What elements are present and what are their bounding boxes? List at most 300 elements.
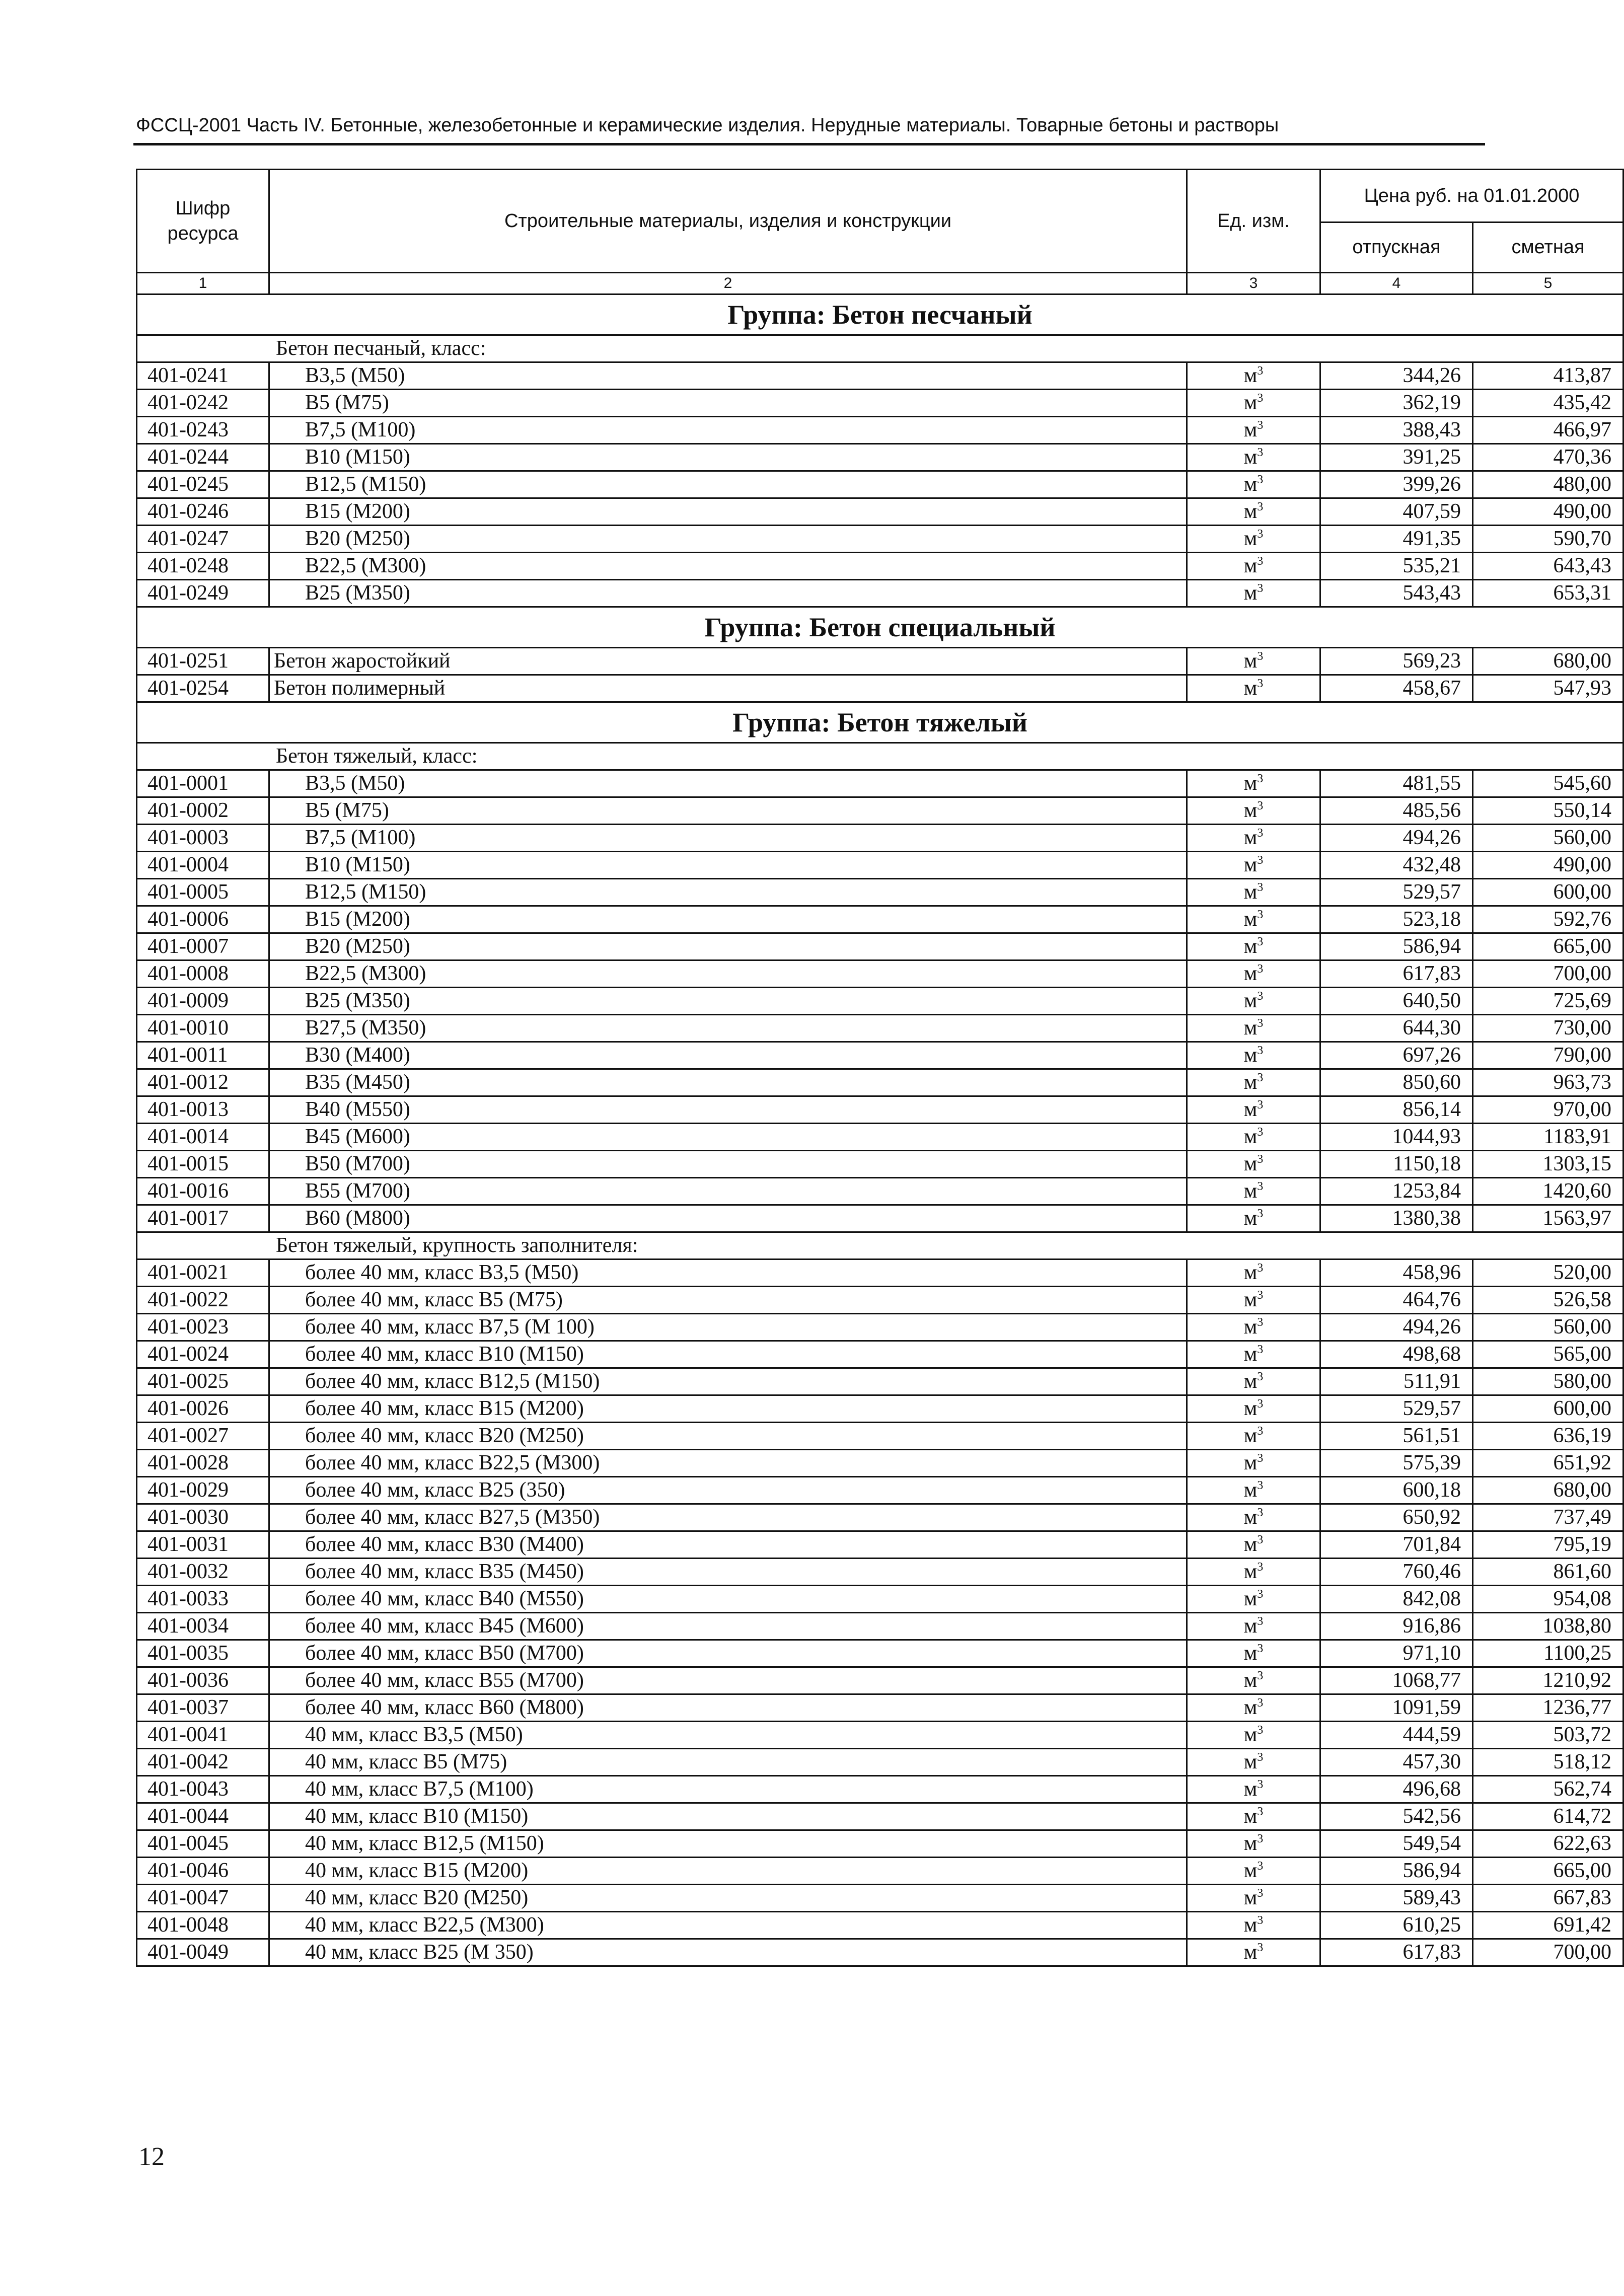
unit-cell: [1187, 1260, 1320, 1287]
unit-superscript: 3: [1257, 650, 1264, 663]
table-row: [137, 362, 1623, 390]
material-name: более 40 мм, класс B35 (M450): [269, 1559, 1187, 1586]
unit-superscript: 3: [1257, 473, 1264, 486]
estimate-price: 466,97: [1473, 417, 1623, 444]
table-row: [137, 1640, 1623, 1667]
unit-superscript: 3: [1257, 1425, 1264, 1438]
unit-base: м: [1243, 1642, 1258, 1665]
unit-cell: [1187, 1395, 1320, 1423]
unit-superscript: 3: [1257, 827, 1264, 840]
estimate-price: 547,93: [1473, 675, 1623, 702]
estimate-price: 413,87: [1473, 362, 1623, 390]
estimate-price: 636,19: [1473, 1423, 1623, 1450]
material-name: B15 (M200): [269, 906, 1187, 933]
estimate-price: 667,83: [1473, 1885, 1623, 1912]
unit-cell: [1187, 1314, 1320, 1341]
table-row: [137, 1531, 1623, 1559]
table-row: [137, 1722, 1623, 1749]
table-row: [137, 825, 1623, 852]
table-row: [137, 1124, 1623, 1151]
unit-cell: [1187, 1586, 1320, 1613]
table-row: [137, 553, 1623, 580]
release-price: 464,76: [1320, 1287, 1473, 1314]
unit-base: м: [1243, 935, 1258, 958]
table-row: [137, 1939, 1623, 1966]
resource-code: 401-0247: [137, 526, 269, 553]
unit-superscript: 3: [1257, 1452, 1264, 1465]
estimate-price: 1236,77: [1473, 1694, 1623, 1722]
release-price: 650,92: [1320, 1504, 1473, 1531]
header-rule: [133, 143, 1485, 145]
unit-cell: [1187, 1640, 1320, 1667]
release-price: 529,57: [1320, 879, 1473, 906]
unit-superscript: 3: [1257, 881, 1264, 894]
table-row: [137, 1504, 1623, 1531]
unit-base: м: [1243, 799, 1258, 822]
release-price: 407,59: [1320, 498, 1473, 526]
unit-cell: [1187, 1830, 1320, 1858]
unit-superscript: 3: [1257, 1805, 1264, 1818]
unit-superscript: 3: [1257, 1914, 1264, 1927]
resource-code: 401-0251: [137, 648, 269, 675]
table-row: [137, 675, 1623, 702]
material-name: B22,5 (M300): [269, 960, 1187, 988]
unit-cell: [1187, 933, 1320, 960]
unit-superscript: 3: [1257, 555, 1264, 568]
resource-code: 401-0007: [137, 933, 269, 960]
page-number: 12: [138, 2142, 165, 2171]
unit-cell: [1187, 1178, 1320, 1205]
unit-cell: [1187, 1694, 1320, 1722]
material-name: B5 (M75): [269, 797, 1187, 825]
release-price: 543,43: [1320, 580, 1473, 607]
unit-superscript: 3: [1257, 1397, 1264, 1411]
material-name: 40 мм, класс B5 (M75): [269, 1749, 1187, 1776]
estimate-price: 700,00: [1473, 1939, 1623, 1966]
release-price: 444,59: [1320, 1722, 1473, 1749]
unit-cell: [1187, 1124, 1320, 1151]
unit-base: м: [1243, 364, 1258, 387]
unit-cell: [1187, 1613, 1320, 1640]
estimate-price: 737,49: [1473, 1504, 1623, 1531]
unit-base: м: [1243, 962, 1258, 985]
unit-base: м: [1243, 1886, 1258, 1909]
table-row: [137, 988, 1623, 1015]
material-name: B55 (M700): [269, 1178, 1187, 1205]
unit-superscript: 3: [1257, 1696, 1264, 1710]
unit-cell: [1187, 1015, 1320, 1042]
resource-code: 401-0035: [137, 1640, 269, 1667]
estimate-price: 1303,15: [1473, 1151, 1623, 1178]
resource-code: 401-0043: [137, 1776, 269, 1803]
table-row: [137, 797, 1623, 825]
unit-cell: [1187, 526, 1320, 553]
unit-superscript: 3: [1257, 677, 1264, 690]
release-price: 458,67: [1320, 675, 1473, 702]
unit-cell: [1187, 960, 1320, 988]
material-name: B50 (M700): [269, 1151, 1187, 1178]
table-row: [137, 1260, 1623, 1287]
material-name: B15 (M200): [269, 498, 1187, 526]
unit-cell: [1187, 825, 1320, 852]
table-row: [137, 1151, 1623, 1178]
unit-cell: [1187, 1776, 1320, 1803]
unit-cell: [1187, 471, 1320, 498]
unit-cell: [1187, 1287, 1320, 1314]
resource-code: 401-0244: [137, 444, 269, 471]
estimate-price: 480,00: [1473, 471, 1623, 498]
estimate-price: 560,00: [1473, 1314, 1623, 1341]
resource-code: 401-0012: [137, 1069, 269, 1096]
material-name: более 40 мм, класс B40 (M550): [269, 1586, 1187, 1613]
release-price: 971,10: [1320, 1640, 1473, 1667]
unit-superscript: 3: [1257, 1642, 1264, 1655]
unit-cell: [1187, 1205, 1320, 1232]
unit-superscript: 3: [1257, 1180, 1264, 1193]
unit-superscript: 3: [1257, 1262, 1264, 1275]
estimate-price: 600,00: [1473, 879, 1623, 906]
unit-superscript: 3: [1257, 1588, 1264, 1601]
unit-superscript: 3: [1257, 1561, 1264, 1574]
release-price: 760,46: [1320, 1559, 1473, 1586]
subgroup-title: Бетон тяжелый, крупность заполнителя:: [137, 1232, 1623, 1260]
subgroup-row: [137, 335, 1623, 362]
unit-cell: [1187, 1722, 1320, 1749]
material-name: B7,5 (M100): [269, 417, 1187, 444]
estimate-price: 653,31: [1473, 580, 1623, 607]
unit-superscript: 3: [1257, 799, 1264, 812]
column-number: 2: [269, 273, 1187, 294]
table-row: [137, 580, 1623, 607]
estimate-price: 730,00: [1473, 1015, 1623, 1042]
table-row: [137, 471, 1623, 498]
estimate-price: 435,42: [1473, 390, 1623, 417]
unit-superscript: 3: [1257, 1533, 1264, 1546]
resource-code: 401-0021: [137, 1260, 269, 1287]
estimate-price: 550,14: [1473, 797, 1623, 825]
estimate-price: 490,00: [1473, 852, 1623, 879]
unit-base: м: [1243, 1614, 1258, 1638]
unit-base: м: [1243, 1832, 1258, 1855]
unit-superscript: 3: [1257, 1207, 1264, 1220]
unit-cell: [1187, 1749, 1320, 1776]
unit-base: м: [1243, 908, 1258, 931]
material-name: B30 (M400): [269, 1042, 1187, 1069]
material-name: более 40 мм, класс B22,5 (M300): [269, 1450, 1187, 1477]
table-row: [137, 526, 1623, 553]
unit-base: м: [1243, 1478, 1258, 1502]
unit-cell: [1187, 417, 1320, 444]
unit-cell: [1187, 1504, 1320, 1531]
material-name: 40 мм, класс B25 (M 350): [269, 1939, 1187, 1966]
table-row: [137, 1830, 1623, 1858]
unit-superscript: 3: [1257, 1370, 1264, 1383]
unit-base: м: [1243, 446, 1258, 469]
unit-superscript: 3: [1257, 1941, 1264, 1954]
resource-code: 401-0045: [137, 1830, 269, 1858]
estimate-price: 954,08: [1473, 1586, 1623, 1613]
material-name: B25 (M350): [269, 988, 1187, 1015]
release-price: 1253,84: [1320, 1178, 1473, 1205]
group-title-row: [137, 294, 1623, 335]
resource-code: 401-0006: [137, 906, 269, 933]
estimate-price: 651,92: [1473, 1450, 1623, 1477]
estimate-price: 795,19: [1473, 1531, 1623, 1559]
release-price: 458,96: [1320, 1260, 1473, 1287]
unit-base: м: [1243, 1397, 1258, 1420]
release-price: 1044,93: [1320, 1124, 1473, 1151]
header-name: Строительные материалы, изделия и конструкции: [269, 170, 1187, 273]
unit-superscript: 3: [1257, 446, 1264, 459]
material-name: B10 (M150): [269, 444, 1187, 471]
unit-superscript: 3: [1257, 1071, 1264, 1084]
unit-base: м: [1243, 581, 1258, 605]
table-row: [137, 960, 1623, 988]
unit-base: м: [1243, 1424, 1258, 1447]
resource-code: 401-0048: [137, 1912, 269, 1939]
estimate-price: 1038,80: [1473, 1613, 1623, 1640]
unit-cell: [1187, 906, 1320, 933]
table-row: [137, 444, 1623, 471]
release-price: 1091,59: [1320, 1694, 1473, 1722]
release-price: 494,26: [1320, 1314, 1473, 1341]
unit-superscript: 3: [1257, 1860, 1264, 1873]
unit-base: м: [1243, 1343, 1258, 1366]
estimate-price: 562,74: [1473, 1776, 1623, 1803]
unit-cell: [1187, 390, 1320, 417]
material-name: 40 мм, класс B15 (M200): [269, 1858, 1187, 1885]
unit-superscript: 3: [1257, 1289, 1264, 1302]
release-price: 432,48: [1320, 852, 1473, 879]
release-price: 589,43: [1320, 1885, 1473, 1912]
release-price: 586,94: [1320, 1858, 1473, 1885]
unit-base: м: [1243, 1506, 1258, 1529]
release-price: 617,83: [1320, 1939, 1473, 1966]
release-price: 1150,18: [1320, 1151, 1473, 1178]
material-name: более 40 мм, класс B10 (M150): [269, 1341, 1187, 1368]
material-name: Бетон полимерный: [269, 675, 1187, 702]
material-name: 40 мм, класс B3,5 (M50): [269, 1722, 1187, 1749]
release-price: 856,14: [1320, 1096, 1473, 1124]
material-name: более 40 мм, класс B45 (M600): [269, 1613, 1187, 1640]
unit-cell: [1187, 1667, 1320, 1694]
estimate-price: 545,60: [1473, 770, 1623, 797]
resource-code: 401-0044: [137, 1803, 269, 1830]
unit-base: м: [1243, 826, 1258, 849]
release-price: 457,30: [1320, 1749, 1473, 1776]
unit-cell: [1187, 879, 1320, 906]
estimate-price: 490,00: [1473, 498, 1623, 526]
release-price: 916,86: [1320, 1613, 1473, 1640]
subgroup-row: [137, 743, 1623, 770]
unit-cell: [1187, 1368, 1320, 1395]
release-price: 640,50: [1320, 988, 1473, 1015]
unit-superscript: 3: [1257, 1832, 1264, 1845]
unit-cell: [1187, 1450, 1320, 1477]
subgroup-title: Бетон тяжелый, класс:: [137, 743, 1623, 770]
resource-code: 401-0022: [137, 1287, 269, 1314]
resource-code: 401-0004: [137, 852, 269, 879]
header-release-price: отпускная: [1320, 222, 1473, 272]
release-price: 569,23: [1320, 648, 1473, 675]
unit-superscript: 3: [1257, 582, 1264, 595]
resource-code: 401-0032: [137, 1559, 269, 1586]
material-name: B35 (M450): [269, 1069, 1187, 1096]
unit-cell: [1187, 797, 1320, 825]
unit-base: м: [1243, 649, 1258, 673]
resource-code: 401-0042: [137, 1749, 269, 1776]
material-name: 40 мм, класс B10 (M150): [269, 1803, 1187, 1830]
estimate-price: 680,00: [1473, 1477, 1623, 1504]
estimate-price: 665,00: [1473, 1858, 1623, 1885]
unit-base: м: [1243, 1044, 1258, 1067]
unit-base: м: [1243, 418, 1258, 441]
estimate-price: 1183,91: [1473, 1124, 1623, 1151]
table-row: [137, 1015, 1623, 1042]
unit-superscript: 3: [1257, 1506, 1264, 1519]
column-number: 3: [1187, 273, 1320, 294]
column-number: 1: [137, 273, 269, 294]
material-name: более 40 мм, класс B50 (M700): [269, 1640, 1187, 1667]
unit-base: м: [1243, 1315, 1258, 1339]
release-price: 1068,77: [1320, 1667, 1473, 1694]
unit-base: м: [1243, 1587, 1258, 1610]
release-price: 362,19: [1320, 390, 1473, 417]
header-code: Шифр ресурса: [137, 170, 269, 273]
unit-superscript: 3: [1257, 1887, 1264, 1900]
estimate-price: 590,70: [1473, 526, 1623, 553]
material-name: более 40 мм, класс B55 (M700): [269, 1667, 1187, 1694]
material-name: B12,5 (M150): [269, 879, 1187, 906]
estimate-price: 614,72: [1473, 1803, 1623, 1830]
release-price: 586,94: [1320, 933, 1473, 960]
unit-base: м: [1243, 772, 1258, 795]
unit-superscript: 3: [1257, 1343, 1264, 1356]
unit-superscript: 3: [1257, 1778, 1264, 1791]
unit-superscript: 3: [1257, 1615, 1264, 1628]
unit-superscript: 3: [1257, 935, 1264, 948]
group-title: Группа: Бетон специальный: [137, 607, 1623, 648]
table-row: [137, 1477, 1623, 1504]
unit-cell: [1187, 362, 1320, 390]
estimate-price: 1420,60: [1473, 1178, 1623, 1205]
release-price: 485,56: [1320, 797, 1473, 825]
unit-base: м: [1243, 554, 1258, 577]
table-row: [137, 933, 1623, 960]
unit-superscript: 3: [1257, 1479, 1264, 1492]
resource-code: 401-0023: [137, 1314, 269, 1341]
material-name: Бетон жаростойкий: [269, 648, 1187, 675]
table-row: [137, 1613, 1623, 1640]
release-price: 701,84: [1320, 1531, 1473, 1559]
unit-base: м: [1243, 853, 1258, 876]
unit-base: м: [1243, 1750, 1258, 1773]
material-name: B40 (M550): [269, 1096, 1187, 1124]
release-price: 496,68: [1320, 1776, 1473, 1803]
unit-cell: [1187, 1939, 1320, 1966]
unit-base: м: [1243, 1125, 1258, 1148]
column-number: 5: [1473, 273, 1623, 294]
group-title-row: [137, 702, 1623, 743]
table-row: [137, 1450, 1623, 1477]
estimate-price: 643,43: [1473, 553, 1623, 580]
material-name: B3,5 (M50): [269, 362, 1187, 390]
resource-code: 401-0033: [137, 1586, 269, 1613]
unit-base: м: [1243, 1071, 1258, 1094]
resource-code: 401-0243: [137, 417, 269, 444]
release-price: 610,25: [1320, 1912, 1473, 1939]
estimate-price: 861,60: [1473, 1559, 1623, 1586]
material-name: B10 (M150): [269, 852, 1187, 879]
material-name: B60 (M800): [269, 1205, 1187, 1232]
resource-code: 401-0245: [137, 471, 269, 498]
header-unit: Ед. изм.: [1187, 170, 1320, 273]
resource-code: 401-0049: [137, 1939, 269, 1966]
unit-cell: [1187, 1912, 1320, 1939]
unit-base: м: [1243, 1152, 1258, 1175]
unit-cell: [1187, 852, 1320, 879]
unit-base: м: [1243, 1261, 1258, 1284]
unit-base: м: [1243, 500, 1258, 523]
unit-base: м: [1243, 1016, 1258, 1040]
unit-cell: [1187, 1341, 1320, 1368]
table-row: [137, 1314, 1623, 1341]
unit-base: м: [1243, 1370, 1258, 1393]
resource-code: 401-0002: [137, 797, 269, 825]
estimate-price: 520,00: [1473, 1260, 1623, 1287]
group-title-row: [137, 607, 1623, 648]
material-name: B12,5 (M150): [269, 471, 1187, 498]
unit-superscript: 3: [1257, 364, 1264, 378]
column-number: 4: [1320, 273, 1473, 294]
release-price: 481,55: [1320, 770, 1473, 797]
table-row: [137, 1776, 1623, 1803]
release-price: 529,57: [1320, 1395, 1473, 1423]
resource-code: 401-0016: [137, 1178, 269, 1205]
estimate-price: 970,00: [1473, 1096, 1623, 1124]
group-title: Группа: Бетон тяжелый: [137, 702, 1623, 743]
unit-cell: [1187, 1477, 1320, 1504]
resource-code: 401-0017: [137, 1205, 269, 1232]
table-row: [137, 1694, 1623, 1722]
resource-code: 401-0027: [137, 1423, 269, 1450]
resource-code: 401-0001: [137, 770, 269, 797]
unit-cell: [1187, 580, 1320, 607]
unit-cell: [1187, 1423, 1320, 1450]
material-name: B20 (M250): [269, 933, 1187, 960]
table-row: [137, 852, 1623, 879]
estimate-price: 680,00: [1473, 648, 1623, 675]
estimate-price: 518,12: [1473, 1749, 1623, 1776]
estimate-price: 665,00: [1473, 933, 1623, 960]
release-price: 549,54: [1320, 1830, 1473, 1858]
material-name: 40 мм, класс B12,5 (M150): [269, 1830, 1187, 1858]
unit-cell: [1187, 1096, 1320, 1124]
table-row: [137, 648, 1623, 675]
table-row: [137, 1912, 1623, 1939]
table-row: [137, 1803, 1623, 1830]
unit-base: м: [1243, 1451, 1258, 1474]
resource-code: 401-0029: [137, 1477, 269, 1504]
table-row: [137, 1069, 1623, 1096]
unit-cell: [1187, 648, 1320, 675]
resource-code: 401-0010: [137, 1015, 269, 1042]
release-price: 498,68: [1320, 1341, 1473, 1368]
unit-superscript: 3: [1257, 1044, 1264, 1057]
table-row: [137, 1178, 1623, 1205]
unit-base: м: [1243, 1098, 1258, 1121]
release-price: 494,26: [1320, 825, 1473, 852]
